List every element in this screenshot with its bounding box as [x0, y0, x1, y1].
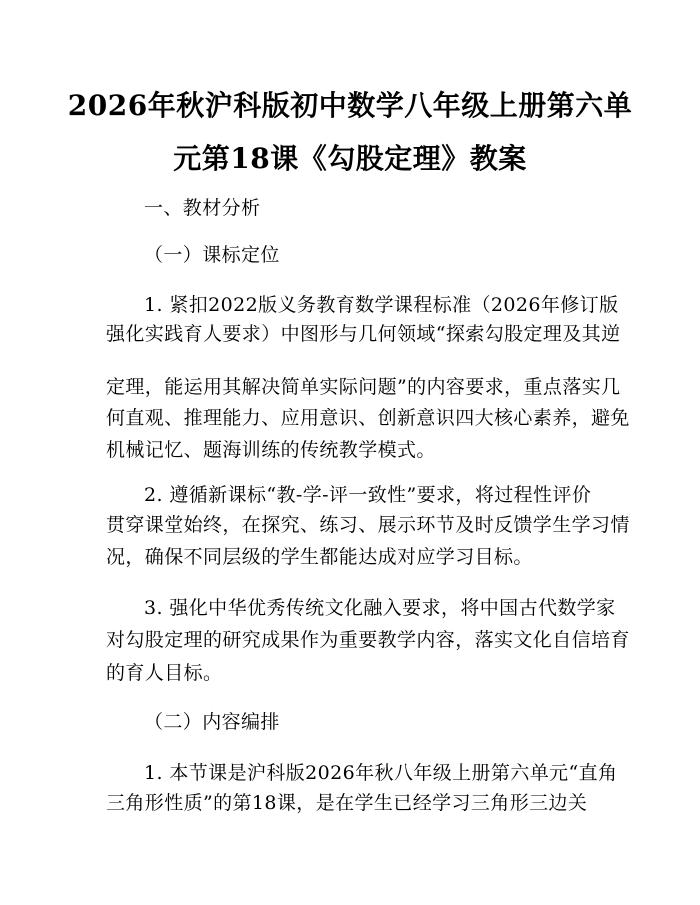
subsection-heading-curriculum: （一）课标定位 [144, 244, 280, 266]
paragraph-3-line-3: 的育人目标。 [106, 662, 223, 684]
paragraph-1-line-3: 定理，能运用其解决简单实际问题”的内容要求，重点落实几 [106, 376, 621, 398]
paragraph-2-line-1: 2. 遵循新课标“教-学-评一致性”要求，将过程性评价 [144, 484, 592, 506]
section-heading-1: 一、教材分析 [144, 197, 261, 219]
paragraph-2-line-3: 况，确保不同层级的学生都能达成对应学习目标。 [106, 546, 533, 568]
document-title-line-2: 元第18课《勾股定理》教案 [173, 142, 527, 175]
paragraph-1-line-4: 何直观、推理能力、应用意识、创新意识四大核心素养，避免 [106, 407, 630, 429]
paragraph-3-line-2: 对勾股定理的研究成果作为重要教学内容，落实文化自信培育 [106, 629, 630, 651]
paragraph-1-line-5: 机械记忆、题海训练的传统教学模式。 [106, 439, 436, 461]
paragraph-1-line-1: 1. 紧扣2022版义务教育数学课程标准（2026年修订版 [144, 294, 619, 316]
paragraph-4-line-2: 三角形性质”的第18课，是在学生已经学习三角形三边关 [106, 792, 588, 814]
paragraph-1-line-2: 强化实践育人要求）中图形与几何领域“探索勾股定理及其逆 [106, 323, 621, 345]
subsection-heading-content: （二）内容编排 [144, 711, 280, 733]
paragraph-2-line-2: 贯穿课堂始终，在探究、练习、展示环节及时反馈学生学习情 [106, 514, 630, 536]
paragraph-4-line-1: 1. 本节课是沪科版2026年秋八年级上册第六单元“直角 [144, 762, 618, 784]
paragraph-3-line-1: 3. 强化中华优秀传统文化融入要求，将中国古代数学家 [144, 597, 616, 619]
document-title-line-1: 2026年秋沪科版初中数学八年级上册第六单 [67, 89, 633, 122]
